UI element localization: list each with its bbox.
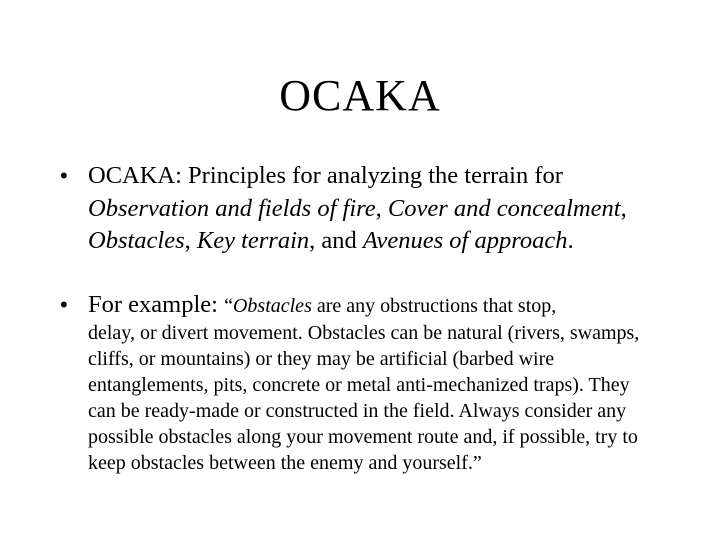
bullet-1-end: .: [567, 227, 574, 254]
term-cover: Cover and concealment: [387, 194, 621, 222]
term-avenues: Avenues of approach: [362, 227, 568, 254]
bullet-1-lead: OCAKA: Principles for analyzing the terrain for: [88, 162, 563, 189]
slide-title: OCAKA: [279, 71, 441, 120]
bullet-ocaka-definition: [60, 160, 660, 258]
bullet-dot-1: •: [60, 163, 68, 188]
term-key-terrain: Key terrain: [196, 227, 310, 254]
separator-4: , and: [309, 227, 363, 254]
bullet-2-lead: For example:: [88, 291, 225, 318]
quote-first-line-rest: are any obstructions that stop,: [311, 295, 557, 317]
bullet-2-text: [88, 290, 660, 476]
quote-body: delay, or divert movement. Obstacles can be natural (rivers, swamps, cliffs, or mountains) or they may be artificial (barbed wire entanglements, pits, concrete or metal anti-mechanized traps). They can be ready-made or constructed in the field. Always consider any possible obstacles along your movement route and, if possible, try to keep obstacles between the enemy and yourself.”: [88, 322, 640, 474]
separator-3: ,: [184, 227, 197, 254]
bullet-obstacles-example: [60, 290, 660, 476]
term-obstacles: Obstacles: [88, 227, 185, 254]
separator-1: ,: [375, 194, 388, 222]
term-observation: Observation and fields of fire: [88, 194, 376, 222]
bullet-dot-2: •: [60, 292, 68, 317]
open-quote: “: [224, 295, 233, 317]
quote-term-obstacles: Obstacles: [232, 295, 312, 317]
bullet-2-first-line: [88, 290, 660, 320]
bullet-1-text: [88, 160, 660, 258]
separator-2: ,: [620, 194, 627, 222]
